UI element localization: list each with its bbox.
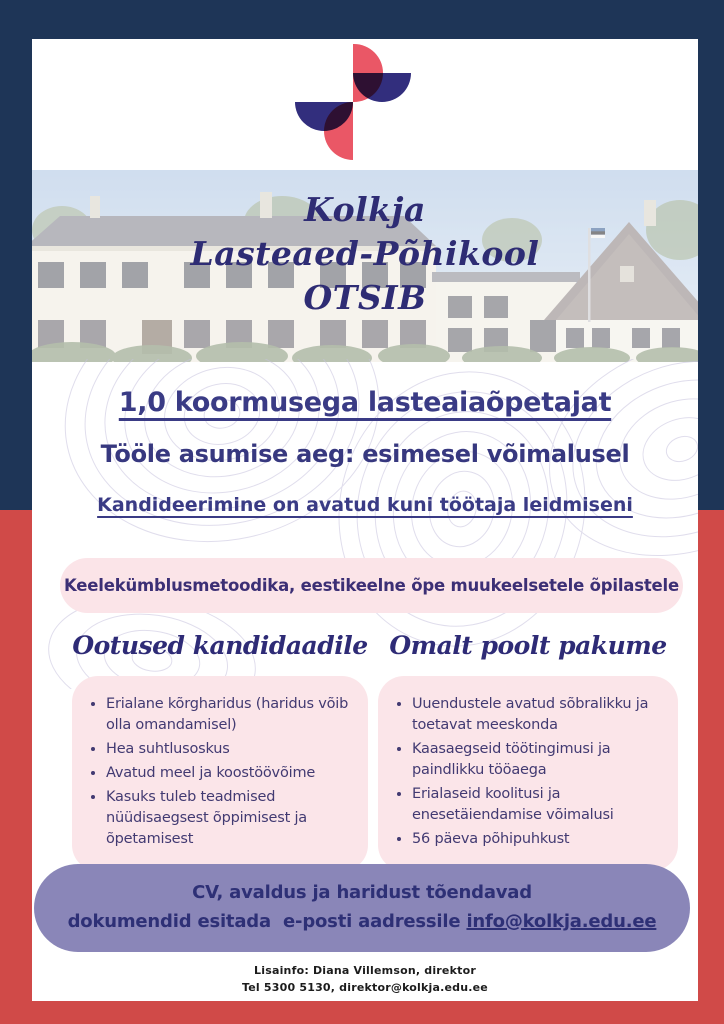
vacancy-position-heading: 1,0 koormusega lasteaiaõpetajat (118, 387, 612, 418)
footer-contact-line2: Tel 5300 5130, direktor@kolkja.edu.ee (242, 980, 488, 994)
list-item: • Uuendustele avatud sõbralikku ja toetavat meeskonda (412, 694, 664, 736)
list-item: • Erialaseid koolitusi ja enesetäiendamise võimalusi (412, 784, 664, 826)
offers-column (378, 631, 678, 871)
vacancy-section (32, 387, 698, 516)
highlight-banner-text: Keelekümblusmetoodika, eestikeelne õpe muukeelsetele õpilastele (64, 576, 679, 595)
vacancy-start-text: Tööle asumise aeg: esimesel võimalusel (100, 440, 630, 468)
list-item: • Kasuks tuleb teadmised nüüdisaegsest õppimisest ja õpetamisest (106, 787, 354, 850)
columns-section (72, 631, 678, 871)
highlight-banner (60, 558, 683, 613)
apply-banner (34, 864, 690, 952)
pinwheel-logo-icon (32, 39, 698, 170)
footer-contact-line1: Lisainfo: Diana Villemson, direktor (254, 964, 476, 977)
school-title-line2: Lasteaed-Põhikool (190, 234, 540, 273)
apply-line1: CV, avaldus ja haridust tõendavad (192, 882, 532, 904)
list-item: • Erialane kõrgharidus (haridus võib olla omandamisel) (106, 694, 354, 736)
expectations-column (72, 631, 368, 871)
expectations-list (84, 694, 354, 850)
expectations-heading: Ootused kandidaadile (72, 631, 368, 660)
content-card (32, 39, 698, 1001)
list-item: • 56 päeva põhipuhkust (412, 829, 664, 850)
footer-contact (32, 963, 698, 996)
school-title-line3: OTSIB (303, 278, 427, 317)
apply-line2-prefix: dokumendid esitada e-posti aadressile (67, 911, 467, 932)
list-item: • Kaasaegseid töötingimusi ja paindlikku tööaega (412, 739, 664, 781)
list-item: • Hea suhtlusoskus (106, 739, 354, 760)
offers-list (390, 694, 664, 850)
school-photo (32, 170, 698, 362)
apply-line2 (68, 908, 657, 937)
page-title (32, 188, 698, 320)
vacancy-deadline-text: Kandideerimine on avatud kuni töötaja leidmiseni (97, 494, 633, 516)
offers-box (378, 676, 678, 871)
expectations-box (72, 676, 368, 871)
list-item: • Avatud meel ja koostöövõime (106, 763, 354, 784)
school-title-line1: Kolkja (304, 190, 426, 229)
offers-heading: Omalt poolt pakume (389, 631, 667, 660)
apply-email-link[interactable]: info@kolkja.edu.ee (466, 911, 657, 932)
